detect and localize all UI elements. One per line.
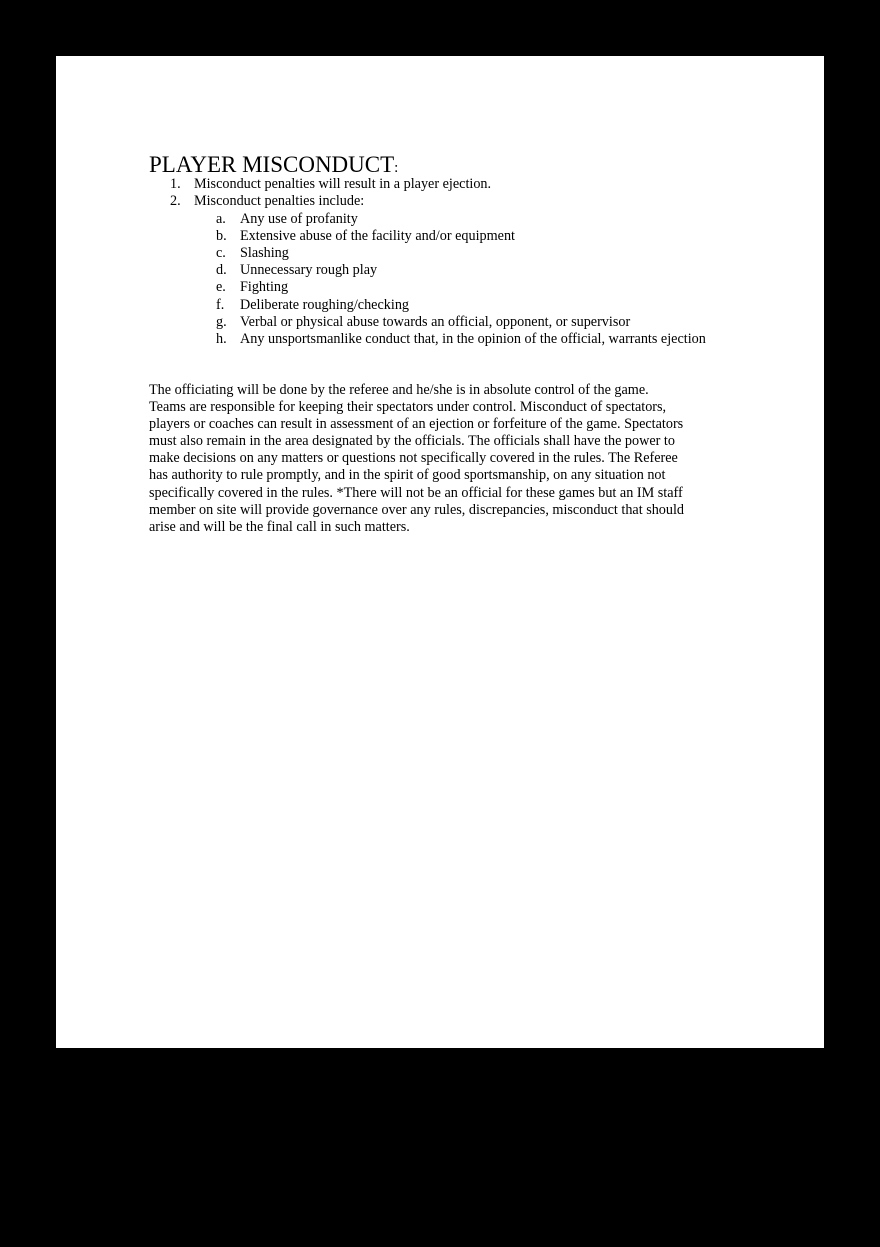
sub-item-d [216, 262, 377, 279]
numbered-item-1 [170, 176, 491, 193]
list-item-text: Fighting [240, 279, 289, 295]
paragraph-line: arise and will be the final call in such matters. [149, 518, 410, 535]
list-item-text: Extensive abuse of the facility and/or equipment [240, 228, 515, 244]
paragraph-line: has authority to rule promptly, and in the spirit of good sportsmanship, on any situation not [149, 467, 666, 484]
list-marker: g. [216, 314, 227, 330]
list-marker: f. [216, 297, 225, 313]
sub-item-c [216, 245, 289, 262]
list-marker: 2. [170, 193, 181, 209]
paragraph-line: make decisions on any matters or questions not specifically covered in the rules. The Referee [149, 450, 678, 467]
document-page [56, 56, 824, 1048]
paragraph-line: specifically covered in the rules. *There will not be an official for these games but an IM staff [149, 484, 683, 501]
section-title-colon: : [394, 160, 399, 176]
list-item-text: Verbal or physical abuse towards an official, opponent, or supervisor [240, 314, 631, 330]
list-item-text: Any use of profanity [240, 211, 358, 227]
sub-item-g [216, 314, 630, 331]
numbered-item-2 [170, 193, 364, 210]
list-marker: h. [216, 331, 227, 347]
paragraph-line: The officiating will be done by the referee and he/she is in absolute control of the game. [149, 382, 649, 398]
paragraph-line: member on site will provide governance over any rules, discrepancies, misconduct that should [149, 501, 685, 518]
sub-item-f [216, 297, 409, 314]
list-item-text: Deliberate roughing/checking [240, 297, 410, 313]
section-title-text: PLAYER MISCONDUCT [149, 152, 395, 177]
paragraph-line: Teams are responsible for keeping their spectators under control. Misconduct of spectators, [149, 399, 667, 416]
list-marker: d. [216, 262, 227, 278]
list-marker: 1. [170, 176, 181, 192]
officiating-paragraph [149, 382, 749, 536]
list-item-text: Unnecessary rough play [240, 262, 378, 278]
sub-item-h [216, 331, 706, 348]
sub-item-a [216, 211, 358, 228]
list-marker: c. [216, 245, 226, 261]
list-item-text: Misconduct penalties include: [194, 193, 365, 209]
list-item-text: Slashing [240, 245, 289, 261]
list-item-text: Misconduct penalties will result in a player ejection. [194, 176, 492, 192]
paragraph-line: must also remain in the area designated by the officials. The officials shall have the power to [149, 433, 675, 450]
sub-item-b [216, 228, 515, 245]
list-marker: b. [216, 228, 227, 244]
list-item-text: Any unsportsmanlike conduct that, in the opinion of the official, warrants ejection [240, 331, 706, 347]
list-marker: e. [216, 279, 226, 295]
sub-item-e [216, 279, 288, 296]
paragraph-line: players or coaches can result in assessment of an ejection or forfeiture of the game. Spectators [149, 416, 684, 433]
list-marker: a. [216, 211, 226, 227]
